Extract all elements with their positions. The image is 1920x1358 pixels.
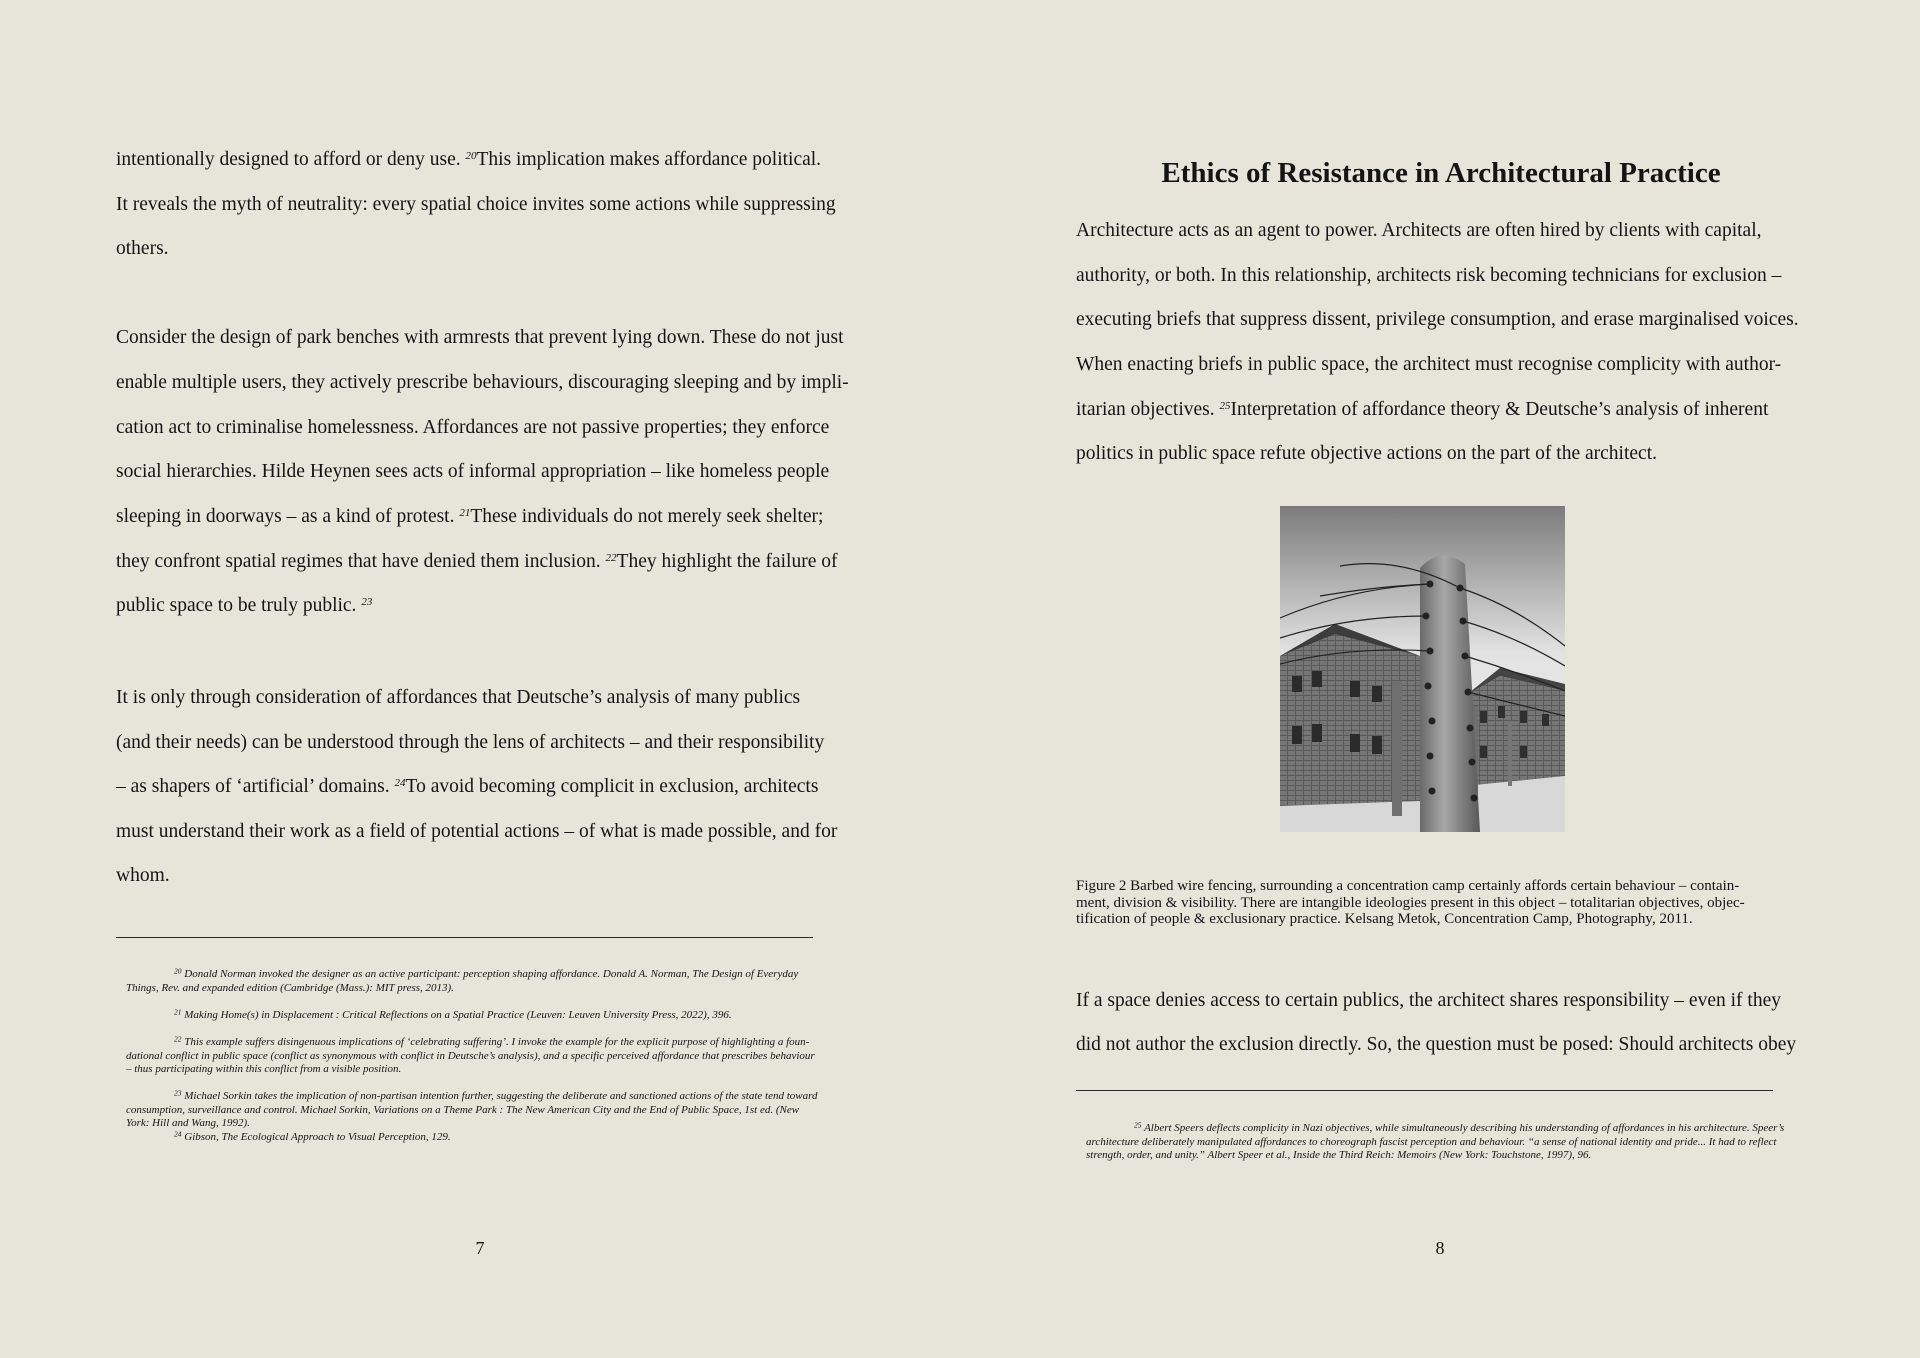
body-line: cation act to criminalise homelessness. Affordances are not passive properties; they enforce: [116, 417, 830, 438]
body-line: It reveals the myth of neutrality: every spatial choice invites some actions while suppressing: [116, 194, 836, 215]
footnote-ref[interactable]: 25: [1219, 399, 1231, 412]
footnote-25: $^{25}$ Albert Speers deflects complicity in Nazi objectives, while simultaneously describing his understanding of affordances in his architecture. Speer’s architecture deliberately manipulated affordances to choreograph fascist perception and behaviour. “a sense of national identity and pride... It had to reflect strength, order, and unity.” Albert Speer et al., Inside the Third Reich: Memoirs (New York: Touchstone, 1997), 96.: [1086, 1120, 1785, 1161]
body-line: Consider the design of park benches with armrests that prevent lying down. These do not just: [116, 327, 844, 348]
body-line: must understand their work as a field of potential actions – of what is made possible, and for: [116, 821, 838, 842]
section-title: Ethics of Resistance in Architectural Practice: [1161, 157, 1721, 189]
footnote-ref[interactable]: 21: [459, 506, 471, 519]
footnote-20: $^{20}$ Donald Norman invoked the designer as an active participant: perception shaping affordance. Donald A. Norman, The Design of Everyday Things, Rev. and expanded edition (Cambridge (Mass.): MIT press, 2013).: [126, 966, 799, 994]
right-page: [1076, 0, 1806, 1358]
body-line: executing briefs that suppress dissent, privilege consumption, and erase marginalised voices.: [1076, 309, 1799, 330]
body-line: authority, or both. In this relationship, architects risk becoming technicians for exclusion –: [1076, 265, 1782, 286]
body-line: (and their needs) can be understood through the lens of architects – and their responsibility: [116, 732, 825, 753]
footnote-22: $^{22}$ This example suffers disingenuous implications of ‘celebrating suffering’. I invoke the example for the explicit purpose of highlighting a foun- dational conflict in public space (conflict as synonymous with conflict in Deutsche’s analysis), and a specific perceived affordance that prescribes behaviour – thus participating within this conflict from a visible position.: [126, 1034, 815, 1075]
body-line: others.: [116, 238, 169, 259]
body-line: did not author the exclusion directly. So, the question must be posed: Should architects obey: [1076, 1034, 1797, 1055]
body-line: politics in public space refute objective actions on the part of the architect.: [1076, 443, 1657, 464]
body-line: Architecture acts as an agent to power. Architects are often hired by clients with capital,: [1076, 220, 1762, 241]
body-line: sleeping in doorways – as a kind of protest. $^{21}$These individuals do not merely seek shelter;: [116, 506, 824, 527]
photo-illustration: [1280, 506, 1565, 832]
body-line: intentionally designed to afford or deny use. $^{20}$This implication makes affordance political.: [116, 149, 822, 170]
footnote-divider: [116, 937, 813, 938]
body-line: If a space denies access to certain publics, the architect shares responsibility – even if they: [1076, 990, 1781, 1011]
footnote-divider: [1076, 1090, 1773, 1091]
body-line: – as shapers of ‘artificial’ domains. $^{24}$To avoid becoming complicit in exclusion, architects: [116, 776, 819, 797]
footnote-24: $^{24}$ Gibson, The Ecological Approach to Visual Perception, 129.: [174, 1129, 451, 1143]
body-line: enable multiple users, they actively prescribe behaviours, discouraging sleeping and by impli-: [116, 372, 849, 393]
body-line: It is only through consideration of affordances that Deutsche’s analysis of many publics: [116, 687, 801, 708]
footnote-21: $^{21}$ Making Home(s) in Displacement : Critical Reflections on a Spatial Practice (Leuven: Leuven University Press, 2022), 396.: [174, 1007, 732, 1021]
figure-caption: Figure 2 Barbed wire fencing, surrounding a concentration camp certainly affords certain behaviour – contain- ment, division & visibility. There are intangible ideologies present in this object – totalitarian objectives, objec- tification of people & exclusionary practice. Kelsang Metok, Concentration Camp, Photography, 2011.: [1076, 878, 1745, 927]
body-line: social hierarchies. Hilde Heynen sees acts of informal appropriation – like homeless people: [116, 461, 830, 482]
body-line: whom.: [116, 865, 170, 886]
body-line: itarian objectives. $^{25}$Interpretation of affordance theory & Deutsche’s analysis of inherent: [1076, 399, 1769, 420]
left-page: [116, 0, 849, 1358]
body-line: public space to be truly public. $^{23}$: [116, 595, 373, 616]
page-number: 8: [1435, 1238, 1445, 1258]
body-line: When enacting briefs in public space, the architect must recognise complicity with author-: [1076, 354, 1782, 375]
footnote-ref[interactable]: 20: [465, 149, 477, 162]
footnote-ref[interactable]: 22: [605, 551, 617, 564]
footnote-ref[interactable]: 23: [361, 595, 373, 608]
page-number: 7: [475, 1238, 485, 1258]
footnote-23: $^{23}$ Michael Sorkin takes the implication of non-partisan intention further, suggesting the deliberate and sanctioned actions of the state tend toward consumption, surveillance and control. Michael Sorkin, Variations on a Theme Park : The New American City and the End of Public Space, 1st ed. (New York: Hill and Wang, 1992).: [126, 1088, 818, 1129]
footnote-ref[interactable]: 24: [394, 776, 406, 789]
figure-photo-barbed-wire: [1280, 506, 1565, 832]
body-line: they confront spatial regimes that have denied them inclusion. $^{22}$They highlight the failure of: [116, 551, 838, 572]
